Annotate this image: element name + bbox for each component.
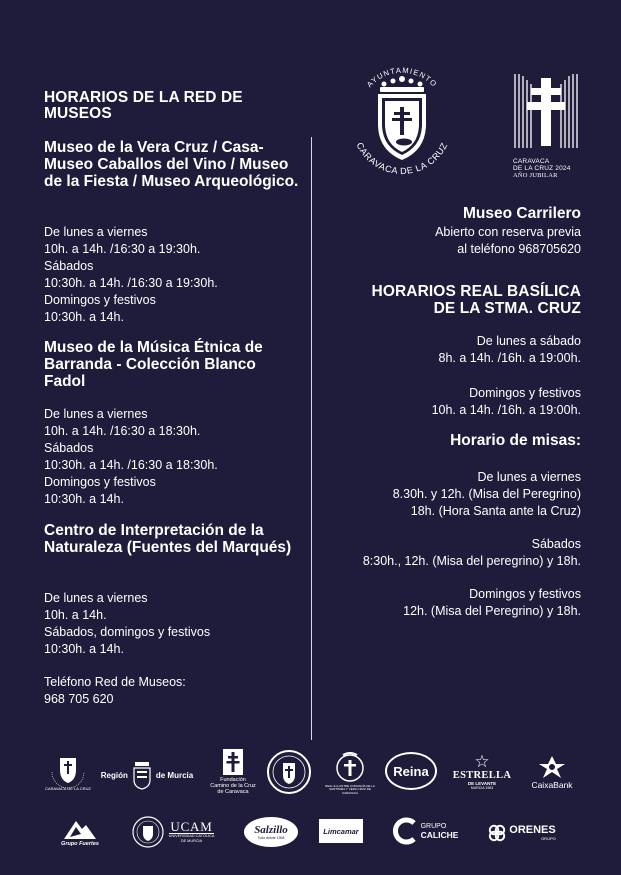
hours-line: 18h. (Hora Santa ante la Cruz) <box>410 504 581 518</box>
ucam-text: UCAM <box>170 819 213 834</box>
caliche-line2: CALICHE <box>420 829 459 840</box>
hours-line: 10:30h. a 14h. /16:30 a 19:30h. <box>44 276 218 290</box>
caravaca-small-text: CARAVACA DE LA CRUZ <box>45 785 91 791</box>
basilica-weekday-hours <box>439 333 581 367</box>
hours-line: 10h. a 14h. <box>44 608 107 622</box>
misas-title: Horario de misas: <box>450 432 581 449</box>
basilica-title-line: HORARIOS REAL BASÍLICA <box>371 283 581 300</box>
misas-saturday <box>363 536 581 570</box>
reina-text: Reina <box>393 763 429 779</box>
orenes-knot-icon <box>488 824 506 842</box>
salzillo-logo <box>243 816 299 848</box>
fundacion-line: Fundación <box>220 777 246 783</box>
basilica-weekend-hours <box>432 385 581 419</box>
museums-title: HORARIOS DE LA RED DE MUSEOS <box>44 89 243 122</box>
hours-line: De lunes a sábado <box>476 334 581 348</box>
jubilee-cross-icon <box>513 72 579 150</box>
hours-line: 10:30h. a 14h. <box>44 492 124 506</box>
caixabank-star-icon <box>537 754 567 780</box>
section-naturaleza-hours <box>44 590 306 658</box>
city-arc-text: CARAVACA DE LA CRUZ <box>354 140 450 177</box>
carrilero-title: Museo Carrilero <box>462 205 581 222</box>
carrilero-line: al teléfono 968705620 <box>457 242 581 256</box>
murcia-crest-icon <box>131 760 153 790</box>
jubilee-line2: DE LA CRUZ 2024 <box>513 165 571 172</box>
caixabank-logo <box>522 750 582 794</box>
estrella-sub: DE LEVANTE <box>467 781 497 786</box>
cofradia-medallion-icon <box>266 749 312 795</box>
section-vera-cruz-title: Museo de la Vera Cruz / Casa-Museo Caballos del Vino / Museo de la Fiesta / Museo Arqueológico. <box>44 139 299 190</box>
hours-line: 10h. a 14h. /16:30 a 19:30h. <box>44 242 201 256</box>
hours-line: De lunes a viernes <box>477 470 581 484</box>
section-naturaleza-title: Centro de Interpretación de la Naturaleza (Fuentes del Marqués) <box>44 522 292 556</box>
ucam-sub2: DE MURCIA <box>180 839 203 843</box>
cofradia-round-logo <box>265 748 313 796</box>
de-murcia-text: de Murcia <box>155 770 194 780</box>
ucam-seal-icon <box>132 815 164 849</box>
orenes-text: ORENES <box>509 824 556 836</box>
limcamar-logo <box>318 818 364 844</box>
phone-label: Teléfono Red de Museos: <box>44 675 186 689</box>
jubilee-logo <box>513 72 583 182</box>
hours-line: Domingos y festivos <box>469 386 581 400</box>
jubilee-line3: AÑO JUBILAR <box>513 172 558 179</box>
hours-line: 8:30h., 12h. (Misa del peregrino) y 18h. <box>362 554 581 568</box>
carrilero-line: Abierto con reserva previa <box>435 225 581 239</box>
region-murcia-logo <box>100 758 194 792</box>
basilica-title-line: DE LA STMA. CRUZ <box>433 300 581 317</box>
misas-sunday <box>403 586 581 620</box>
hours-line: 12h. (Misa del Peregrino) y 18h. <box>403 604 581 618</box>
hours-line: 10:30h. a 14h. <box>44 310 124 324</box>
salzillo-sub: Todo desde 1998 <box>257 835 285 840</box>
museums-phone <box>44 674 306 708</box>
jubilee-line1: CARAVACA <box>513 158 550 165</box>
orenes-sub: GRUPO <box>541 836 556 841</box>
fuertes-mountain-icon <box>62 817 98 841</box>
estrella-year: MURCIA 1963 <box>470 786 494 790</box>
misas-weekday <box>393 469 581 520</box>
hours-line: De lunes a viernes <box>44 225 148 239</box>
carrilero-info <box>435 224 581 258</box>
cofradia-text: REAL E ILUSTRE COFRADÍA DE LA SANTÍSIMA Y VERA CRUZ DE CARAVACA <box>325 783 375 795</box>
hours-line: De lunes a viernes <box>44 591 148 605</box>
hours-line: De lunes a viernes <box>44 407 148 421</box>
phone-number: 968 705 620 <box>44 692 114 706</box>
hours-line: Domingos y festivos <box>44 293 156 307</box>
fundacion-logo <box>205 744 261 800</box>
hours-line: 8h. a 14h. /16h. a 19:00h. <box>438 351 581 365</box>
section-musica-title: Museo de la Música Étnica de Barranda - Colección Blanco Fadol <box>44 339 263 390</box>
hours-line: Domingos y festivos <box>469 587 581 601</box>
grupo-caliche-logo <box>387 814 463 848</box>
hours-line: 10h. a 14h. /16:30 a 18:30h. <box>44 424 201 438</box>
hours-line: 10:30h. a 14h. <box>44 642 124 656</box>
caliche-line1: GRUPO <box>420 822 447 830</box>
caliche-c-icon <box>392 817 418 845</box>
hours-line: Sábados <box>531 537 581 551</box>
fundacion-line: Camino de la Cruz <box>210 783 256 789</box>
ayuntamiento-seal-icon <box>344 62 460 184</box>
basilica-title <box>311 283 581 317</box>
column-divider <box>311 137 312 740</box>
hours-line: Sábados, domingos y festivos <box>44 625 211 639</box>
hours-line: 8.30h. y 12h. (Misa del Peregrino) <box>392 487 581 501</box>
hours-line: Sábados <box>44 441 94 455</box>
limcamar-text: Limcamar <box>323 826 359 836</box>
hours-line: Sábados <box>44 259 94 273</box>
hours-line: Domingos y festivos <box>44 475 156 489</box>
caravaca-seal-icon <box>46 752 90 790</box>
region-text: Región <box>100 770 128 780</box>
star-icon: ☆ <box>474 752 490 771</box>
section-vera-cruz-hours <box>44 224 306 326</box>
ayuntamiento-arc-text: AYUNTAMIENTO <box>364 65 440 90</box>
ucam-sub1: UNIVERSIDAD CATÓLICA <box>168 834 215 838</box>
ayuntamiento-logo <box>344 62 460 184</box>
hours-line: 10h. a 14h. /16h. a 19:00h. <box>431 403 581 417</box>
section-musica-hours <box>44 406 306 508</box>
fundacion-cross-icon <box>223 749 243 775</box>
cofradia-crest-icon <box>335 751 365 785</box>
grupo-orenes-logo <box>480 818 564 848</box>
fuertes-text: Grupo Fuertes <box>61 841 99 847</box>
caravaca-small-logo <box>42 748 94 794</box>
grupo-fuertes-logo <box>54 812 106 852</box>
fundacion-line: de Caravaca <box>217 789 249 795</box>
ucam-logo <box>125 812 221 852</box>
caixabank-text: CaixaBank <box>531 780 573 790</box>
reina-logo <box>385 751 437 791</box>
estrella-levante-logo <box>447 751 517 793</box>
hours-line: 10:30h. a 14h. /16:30 a 18:30h. <box>44 458 218 472</box>
salzillo-text: Salzillo <box>254 823 288 836</box>
real-cofradia-logo <box>322 745 378 801</box>
estrella-text: ESTRELLA <box>452 770 512 781</box>
